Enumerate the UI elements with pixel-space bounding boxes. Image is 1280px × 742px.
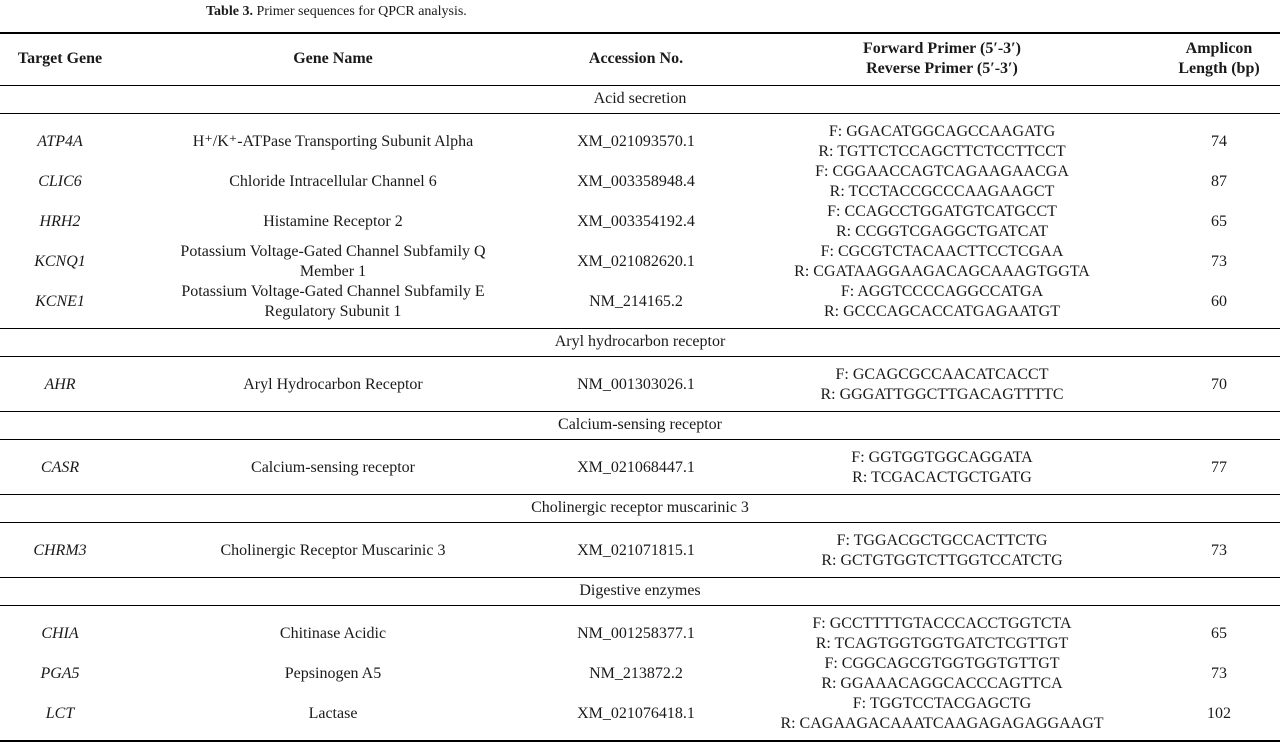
- accession-cell: XM_021082620.1: [577, 252, 695, 270]
- table-body: [0, 85, 1280, 741]
- gene-name-cell: [120, 202, 546, 242]
- amplicon-length-cell: 65: [1211, 212, 1227, 230]
- header-primers: [726, 33, 1158, 85]
- accession-cell: XM_021093570.1: [577, 132, 695, 150]
- primer-cell: [726, 522, 1158, 577]
- reverse-primer: R: TCGACACTGCTGATG: [852, 468, 1032, 486]
- forward-primer: F: CCAGCCTGGATGTCATGCCT: [827, 202, 1057, 220]
- primer-table: [0, 32, 1280, 742]
- header-forward: Forward Primer (5′-3′): [863, 40, 1021, 58]
- header-amplicon-1: Amplicon: [1185, 40, 1253, 58]
- table-row: [0, 282, 1280, 329]
- reverse-primer: R: TCAGTGGTGGTGATCTCGTTGT: [815, 634, 1069, 652]
- forward-primer: F: GCCTTTTGTACCCACCTGGTCTA: [812, 614, 1072, 632]
- primer-cell: [726, 439, 1158, 494]
- target-gene-cell: KCNE1: [35, 292, 85, 310]
- accession-cell: XM_021076418.1: [577, 704, 695, 722]
- gene-name-cell: [120, 242, 546, 282]
- target-gene-cell: CLIC6: [38, 172, 82, 190]
- section-title: Calcium-sensing receptor: [558, 416, 722, 433]
- gene-name-cell: [120, 439, 546, 494]
- forward-primer: F: TGGTCCTACGAGCTG: [852, 694, 1032, 712]
- gene-name-cell: [120, 282, 546, 329]
- gene-name-cell: [120, 113, 546, 162]
- accession-cell: XM_003354192.4: [577, 212, 695, 230]
- accession-cell: XM_021071815.1: [577, 541, 695, 559]
- header-amplicon: [1158, 33, 1280, 85]
- accession-cell: NM_213872.2: [589, 664, 683, 682]
- forward-primer: F: GCAGCGCCAACATCACCT: [835, 365, 1049, 383]
- gene-name-cell: [120, 162, 546, 202]
- gene-name-line: Histamine Receptor 2: [263, 212, 403, 230]
- section-row: [0, 411, 1280, 439]
- table-row: [0, 522, 1280, 577]
- table-row: [0, 694, 1280, 741]
- gene-name-line: Pepsinogen A5: [284, 664, 382, 682]
- forward-primer: F: CGGCAGCGTGGTGGTGTTGT: [824, 654, 1060, 672]
- primer-cell: [726, 113, 1158, 162]
- gene-name-line: Chloride Intracellular Channel 6: [229, 172, 437, 190]
- reverse-primer: R: TCCTACCGCCCAAGAAGCT: [829, 182, 1055, 200]
- gene-name-line: Cholinergic Receptor Muscarinic 3: [220, 541, 446, 559]
- gene-name-line: Potassium Voltage-Gated Channel Subfamily Q: [180, 242, 486, 260]
- table-row: [0, 162, 1280, 202]
- reverse-primer: R: GGGATTGGCTTGACAGTTTTC: [820, 385, 1064, 403]
- primer-cell: [726, 202, 1158, 242]
- gene-name-line: Aryl Hydrocarbon Receptor: [243, 375, 423, 393]
- amplicon-length-cell: 73: [1211, 252, 1227, 270]
- target-gene-cell: CASR: [40, 458, 80, 476]
- caption-label: Table 3.: [206, 4, 253, 19]
- section-title: Aryl hydrocarbon receptor: [554, 333, 726, 350]
- accession-cell: XM_003358948.4: [577, 172, 695, 190]
- gene-name-line-2: Member 1: [299, 262, 367, 280]
- table-row: [0, 202, 1280, 242]
- target-gene-cell: AHR: [44, 375, 76, 393]
- reverse-primer: R: CGATAAGGAAGACAGCAAAGTGGTA: [794, 262, 1090, 280]
- gene-name-cell: [120, 356, 546, 411]
- section-row: [0, 577, 1280, 605]
- forward-primer: F: GGTGGTGGCAGGATA: [851, 448, 1033, 466]
- table-row: [0, 654, 1280, 694]
- forward-primer: F: CGGAACCAGTCAGAAGAACGA: [815, 162, 1069, 180]
- target-gene-cell: CHIA: [41, 624, 79, 642]
- primer-cell: [726, 694, 1158, 741]
- gene-name-line: Lactase: [308, 704, 358, 722]
- table-header-row: [0, 33, 1280, 85]
- amplicon-length-cell: 73: [1211, 541, 1227, 559]
- table-row: [0, 242, 1280, 282]
- header-amplicon-2: Length (bp): [1178, 60, 1260, 78]
- primer-cell: [726, 605, 1158, 654]
- gene-name-line-2: Regulatory Subunit 1: [264, 302, 402, 320]
- table-caption: [206, 3, 467, 21]
- section-row: [0, 494, 1280, 522]
- table-row: [0, 356, 1280, 411]
- target-gene-cell: ATP4A: [37, 132, 83, 150]
- target-gene-cell: PGA5: [40, 664, 80, 682]
- gene-name-line: H⁺/K⁺-ATPase Transporting Subunit Alpha: [192, 132, 474, 150]
- reverse-primer: R: GCCCAGCACCATGAGAATGT: [823, 302, 1061, 320]
- accession-cell: NM_001258377.1: [577, 624, 695, 642]
- primer-cell: [726, 654, 1158, 694]
- header-reverse: Reverse Primer (5′-3′): [866, 60, 1018, 78]
- reverse-primer: R: GGAAACAGGCACCCAGTTCA: [821, 674, 1063, 692]
- section-title: Cholinergic receptor muscarinic 3: [531, 499, 749, 516]
- primer-cell: [726, 162, 1158, 202]
- table-row: [0, 113, 1280, 162]
- amplicon-length-cell: 73: [1211, 664, 1227, 682]
- gene-name-line: Calcium-sensing receptor: [251, 458, 415, 476]
- header-target-gene: Target Gene: [17, 50, 103, 68]
- section-row: [0, 328, 1280, 356]
- gene-name-line: Potassium Voltage-Gated Channel Subfamily E: [181, 282, 485, 300]
- target-gene-cell: KCNQ1: [34, 252, 86, 270]
- forward-primer: F: GGACATGGCAGCCAAGATG: [828, 122, 1056, 140]
- primer-cell: [726, 242, 1158, 282]
- gene-name-line: Chitinase Acidic: [279, 624, 387, 642]
- forward-primer: F: TGGACGCTGCCACTTCTG: [836, 531, 1048, 549]
- header-accession: Accession No.: [588, 50, 684, 68]
- header-gene-name: Gene Name: [293, 50, 373, 68]
- accession-cell: XM_021068447.1: [577, 458, 695, 476]
- gene-name-cell: [120, 522, 546, 577]
- section-title: Acid secretion: [593, 90, 687, 107]
- section-row: [0, 85, 1280, 113]
- target-gene-cell: CHRM3: [33, 541, 87, 559]
- amplicon-length-cell: 102: [1207, 704, 1231, 722]
- accession-cell: NM_214165.2: [589, 292, 683, 310]
- forward-primer: F: CGCGTCTACAACTTCCTCGAA: [820, 242, 1064, 260]
- gene-name-cell: [120, 654, 546, 694]
- reverse-primer: R: GCTGTGGTCTTGGTCCATCTG: [821, 551, 1063, 569]
- caption-text: Primer sequences for QPCR analysis.: [252, 4, 467, 19]
- forward-primer: F: AGGTCCCCAGGCCATGA: [840, 282, 1044, 300]
- accession-cell: NM_001303026.1: [577, 375, 695, 393]
- gene-name-cell: [120, 605, 546, 654]
- gene-name-cell: [120, 694, 546, 741]
- reverse-primer: R: TGTTCTCCAGCTTCTCCTTCCT: [818, 142, 1066, 160]
- section-title: Digestive enzymes: [579, 582, 701, 599]
- reverse-primer: R: CAGAAGACAAATCAAGAGAGAGGAAGT: [780, 714, 1104, 732]
- amplicon-length-cell: 77: [1211, 458, 1227, 476]
- reverse-primer: R: CCGGTCGAGGCTGATCAT: [835, 222, 1048, 240]
- target-gene-cell: HRH2: [39, 212, 81, 230]
- amplicon-length-cell: 74: [1211, 132, 1227, 150]
- table-row: [0, 605, 1280, 654]
- amplicon-length-cell: 87: [1211, 172, 1227, 190]
- primer-cell: [726, 282, 1158, 329]
- amplicon-length-cell: 60: [1211, 292, 1227, 310]
- amplicon-length-cell: 70: [1211, 375, 1227, 393]
- primer-cell: [726, 356, 1158, 411]
- amplicon-length-cell: 65: [1211, 624, 1227, 642]
- table-row: [0, 439, 1280, 494]
- target-gene-cell: LCT: [45, 704, 75, 722]
